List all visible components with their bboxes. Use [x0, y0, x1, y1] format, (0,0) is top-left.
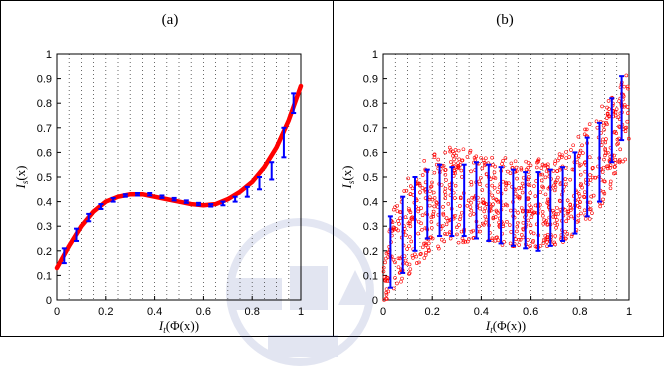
scatter-point — [526, 238, 529, 241]
scatter-point — [497, 239, 500, 242]
scatter-point — [409, 268, 412, 271]
scatter-point — [384, 261, 387, 264]
scatter-point — [420, 207, 423, 210]
panel-b-title: (b) — [496, 12, 514, 28]
scatter-point — [601, 198, 604, 201]
scatter-point — [406, 247, 409, 250]
scatter-point — [428, 190, 431, 193]
scatter-point — [481, 167, 484, 170]
scatter-point — [417, 232, 420, 235]
scatter-point — [423, 257, 426, 260]
scatter-point — [609, 187, 612, 190]
scatter-point — [460, 211, 463, 214]
scatter-point — [518, 243, 521, 246]
scatter-point — [544, 193, 547, 196]
scatter-point — [470, 209, 473, 212]
scatter-point — [625, 74, 628, 77]
scatter-point — [584, 217, 587, 220]
scatter-point — [421, 246, 424, 249]
y-tick-label: 0 — [371, 295, 378, 307]
scatter-point — [430, 185, 433, 188]
scatter-point — [561, 154, 564, 157]
scatter-point — [433, 205, 436, 208]
scatter-point — [583, 191, 586, 194]
scatter-point — [566, 199, 569, 202]
y-tick-label: 0 — [45, 295, 52, 307]
x-axis-label: $I_t(\Phi(x))$ — [485, 318, 527, 335]
scatter-point — [407, 272, 410, 275]
scatter-point — [520, 206, 523, 209]
scatter-point — [493, 171, 496, 174]
scatter-point — [430, 220, 433, 223]
scatter-point — [468, 151, 471, 154]
y-tick-label: 0.6 — [36, 147, 52, 160]
scatter-point — [514, 192, 517, 195]
scatter-point — [494, 239, 497, 242]
scatter-point — [408, 263, 411, 266]
scatter-point — [413, 253, 416, 256]
scatter-point — [564, 183, 567, 186]
x-tick-label: 0 — [379, 306, 387, 318]
scatter-point — [470, 170, 473, 173]
scatter-point — [556, 176, 559, 179]
scatter-point — [459, 163, 462, 166]
scatter-point — [396, 220, 399, 223]
scatter-point — [484, 215, 487, 218]
scatter-point — [601, 171, 604, 174]
scatter-point — [568, 155, 571, 158]
y-tick-label: 0.1 — [36, 270, 52, 283]
scatter-point — [558, 153, 561, 156]
scatter-point — [444, 151, 447, 154]
scatter-point — [569, 178, 572, 181]
scatter-point — [428, 204, 431, 207]
scatter-point — [534, 195, 537, 198]
scatter-point — [404, 234, 407, 237]
scatter-point — [397, 266, 400, 269]
scatter-point — [515, 230, 518, 233]
scatter-point — [506, 170, 509, 173]
scatter-point — [577, 135, 580, 138]
scatter-point — [564, 151, 567, 154]
scatter-point — [437, 158, 440, 161]
scatter-point — [448, 183, 451, 186]
scatter-point — [619, 148, 622, 151]
scatter-point — [466, 155, 469, 158]
scatter-point — [521, 182, 524, 185]
scatter-point — [588, 173, 591, 176]
scatter-point — [565, 220, 568, 223]
scatter-point — [454, 184, 457, 187]
scatter-point — [607, 99, 610, 102]
scatter-point — [623, 85, 626, 88]
x-tick-label: 0.4 — [473, 306, 490, 318]
scatter-point — [588, 156, 591, 159]
scatter-point — [449, 237, 452, 240]
scatter-point — [420, 222, 423, 225]
scatter-point — [452, 162, 455, 165]
scatter-point — [555, 218, 558, 221]
x-tick-label: 1 — [625, 306, 633, 318]
y-axis-label: $I_s(x)$ — [13, 165, 30, 189]
scatter-point — [564, 178, 567, 181]
scatter-point — [613, 154, 616, 157]
scatter-point — [514, 238, 517, 241]
scatter-point — [515, 166, 518, 169]
scatter-point — [544, 176, 547, 179]
x-tick-label: 0.6 — [522, 306, 539, 318]
scatter-point — [449, 161, 452, 164]
scatter-point — [457, 149, 460, 152]
scatter-point — [555, 206, 558, 209]
scatter-point — [478, 180, 481, 183]
x-tick-label: 0.8 — [244, 306, 260, 318]
y-tick-label: 0.3 — [362, 221, 378, 234]
scatter-point — [599, 205, 602, 208]
scatter-point — [493, 186, 496, 189]
scatter-point — [601, 105, 604, 108]
scatter-point — [479, 176, 482, 179]
y-tick-label: 0.5 — [36, 172, 52, 184]
x-axis-label: $I_t(\Phi(x))$ — [158, 318, 200, 335]
scatter-point — [477, 201, 480, 204]
scatter-point — [457, 241, 460, 244]
scatter-point — [421, 186, 424, 189]
scatter-point — [570, 215, 573, 218]
scatter-point — [430, 216, 433, 219]
y-tick-label: 1 — [371, 49, 378, 61]
x-tick-label: 0.6 — [195, 306, 212, 318]
scatter-point — [469, 206, 472, 209]
scatter-point — [444, 187, 447, 190]
scatter-point — [400, 277, 403, 280]
scatter-point — [479, 207, 482, 210]
scatter-point — [384, 257, 387, 260]
y-tick-label: 0.2 — [36, 245, 52, 258]
scatter-point — [522, 221, 525, 224]
scatter-point — [624, 130, 627, 133]
scatter-point — [427, 242, 430, 245]
scatter-point — [530, 216, 533, 219]
scatter-point — [430, 226, 433, 229]
scatter-point — [467, 199, 470, 202]
scatter-point — [411, 216, 414, 219]
scatter-point — [618, 125, 621, 128]
scatter-point — [447, 202, 450, 205]
scatter-point — [441, 205, 444, 208]
scatter-point — [385, 293, 388, 296]
scatter-point — [527, 219, 530, 222]
scatter-point — [569, 148, 572, 151]
y-tick-label: 0.7 — [36, 122, 52, 135]
scatter-point — [552, 215, 555, 218]
scatter-point — [453, 158, 456, 161]
scatter-point — [624, 158, 627, 161]
scatter-point — [509, 209, 512, 212]
scatter-point — [385, 288, 388, 291]
x-tick-label: 0.2 — [424, 306, 440, 318]
scatter-point — [517, 211, 520, 214]
y-tick-label: 0.5 — [362, 172, 378, 184]
scatter-point — [581, 152, 584, 155]
x-tick-label: 0.4 — [146, 306, 163, 318]
scatter-point — [495, 198, 498, 201]
scatter-point — [445, 223, 448, 226]
scatter-point — [424, 254, 427, 257]
scatter-point — [398, 222, 401, 225]
scatter-point — [466, 204, 469, 207]
scatter-point — [460, 175, 463, 178]
scatter-point — [433, 171, 436, 174]
scatter-point — [421, 174, 424, 177]
y-tick-label: 0.2 — [362, 245, 378, 258]
fit-curve — [57, 86, 301, 268]
y-tick-label: 1 — [45, 49, 52, 61]
scatter-point — [601, 138, 604, 141]
scatter-point — [516, 221, 519, 224]
scatter-point — [530, 206, 533, 209]
scatter-point — [540, 167, 543, 170]
y-tick-label: 0.8 — [36, 98, 52, 111]
y-tick-label: 0.3 — [36, 221, 52, 234]
scatter-point — [532, 185, 535, 188]
x-tick-label: 1 — [297, 306, 305, 318]
scatter-point — [484, 207, 487, 210]
panel-b — [339, 49, 632, 335]
scatter-point — [520, 233, 523, 236]
scatter-point — [579, 212, 582, 215]
scatter-point — [583, 209, 586, 212]
scatter-point — [542, 242, 545, 245]
y-tick-label: 0.7 — [362, 122, 378, 135]
scatter-point — [505, 220, 508, 223]
scatter-point — [458, 204, 461, 207]
scatter-point — [423, 159, 426, 162]
scatter-point — [558, 168, 561, 171]
scatter-point — [539, 191, 542, 194]
scatter-point — [509, 242, 512, 245]
scatter-point — [588, 217, 591, 220]
scatter-point — [492, 163, 495, 166]
scatter-point — [421, 214, 424, 217]
scatter-point — [483, 210, 486, 213]
scatter-point — [460, 169, 463, 172]
scatter-point — [409, 185, 412, 188]
scatter-point — [588, 123, 591, 126]
scatter-point — [432, 191, 435, 194]
x-tick-label: 0 — [53, 306, 61, 318]
scatter-point — [404, 259, 407, 262]
y-tick-label: 0.1 — [362, 270, 378, 283]
scatter-point — [609, 180, 612, 183]
scatter-point — [445, 179, 448, 182]
scatter-point — [433, 196, 436, 199]
scatter-point — [496, 190, 499, 193]
scatter-point — [478, 225, 481, 228]
scatter-point — [581, 186, 584, 189]
scatter-point — [485, 218, 488, 221]
scatter-point — [410, 240, 413, 243]
scatter-point — [577, 214, 580, 217]
scatter-point — [602, 124, 605, 127]
scatter-point — [596, 126, 599, 129]
scatter-point — [609, 183, 612, 186]
scatter-point — [491, 156, 494, 159]
scatter-point — [462, 148, 465, 151]
scatter-point — [508, 224, 511, 227]
scatter-point — [453, 196, 456, 199]
scatter-point — [404, 216, 407, 219]
scatter-point — [399, 280, 402, 283]
scatter-point — [504, 157, 507, 160]
scatter-point — [614, 158, 617, 161]
scatter-point — [502, 159, 505, 162]
scatter-point — [407, 177, 410, 180]
y-tick-label: 0.4 — [36, 196, 52, 209]
x-tick-label: 0.2 — [98, 306, 114, 318]
scatter-point — [395, 282, 398, 285]
scatter-point — [540, 179, 543, 182]
scatter-point — [491, 194, 494, 197]
scatter-point — [408, 235, 411, 238]
y-axis-label: $I_s(x)$ — [339, 165, 356, 189]
scatter-point — [441, 225, 444, 228]
scatter-point — [420, 228, 423, 231]
scatter-point — [626, 120, 629, 123]
scatter-point — [532, 232, 535, 235]
scatter-point — [614, 162, 617, 165]
scatter-point — [502, 225, 505, 228]
scatter-point — [606, 151, 609, 154]
scatter-point — [470, 201, 473, 204]
scatter-point — [510, 230, 513, 233]
y-tick-label: 0.8 — [362, 98, 378, 111]
scatter-point — [527, 161, 530, 164]
scatter-point — [510, 162, 513, 165]
scatter-point — [560, 156, 563, 159]
y-tick-label: 0.4 — [362, 196, 378, 209]
scatter-point — [604, 138, 607, 141]
scatter-point — [555, 226, 558, 229]
scatter-point — [521, 191, 524, 194]
scatter-point — [554, 243, 557, 246]
y-tick-label: 0.9 — [362, 73, 378, 86]
scatter-point — [418, 191, 421, 194]
scatter-point — [581, 144, 584, 147]
x-tick-label: 0.8 — [572, 306, 588, 318]
scatter-point — [472, 212, 475, 215]
scatter-point — [399, 217, 402, 220]
scatter-point — [491, 184, 494, 187]
scatter-point — [529, 191, 532, 194]
scatter-point — [482, 198, 485, 201]
scatter-point — [445, 233, 448, 236]
scatter-point — [409, 225, 412, 228]
scatter-point — [457, 223, 460, 226]
scatter-point — [535, 166, 538, 169]
scatter-point — [572, 144, 575, 147]
scatter-point — [514, 160, 517, 163]
panel-a-title: (a) — [161, 12, 179, 28]
scatter-point — [602, 158, 605, 161]
y-tick-label: 0.6 — [362, 147, 378, 160]
y-tick-label: 0.9 — [36, 73, 52, 86]
